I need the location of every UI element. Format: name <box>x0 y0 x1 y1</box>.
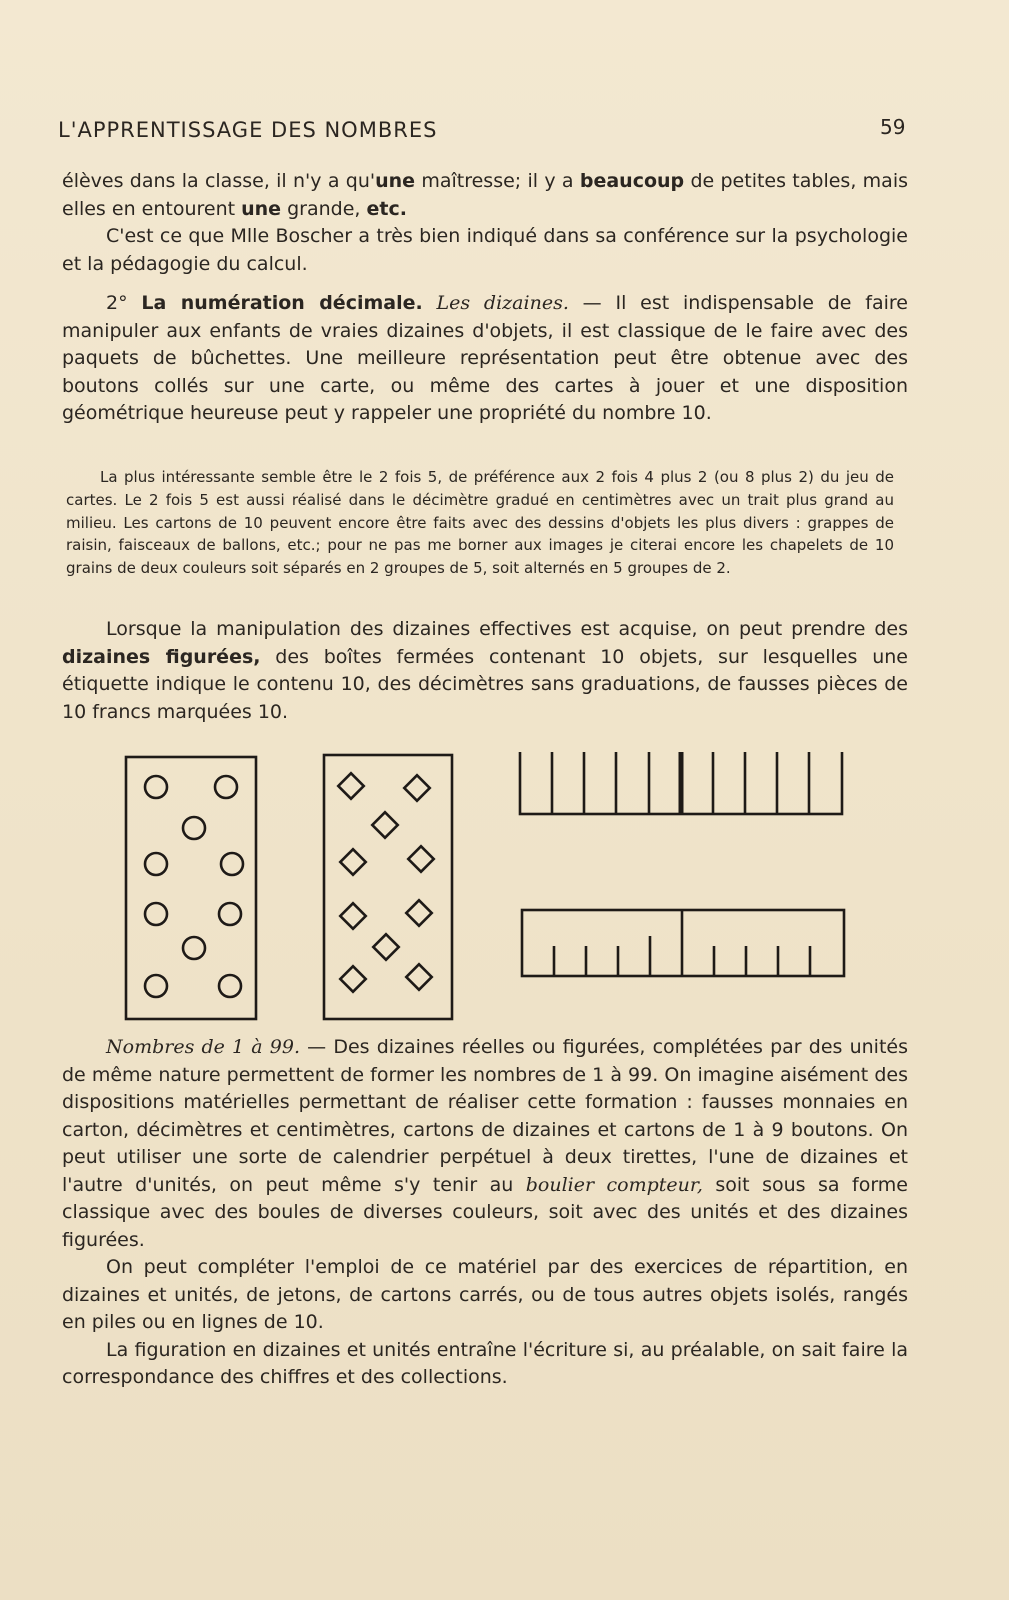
page-number: 59 <box>880 115 906 139</box>
paragraph-1: élèves dans la classe, il n'y a qu'une maîtresse; il y a beaucoup de petites tables, mais elles en entourent une grande, etc. C'est ce que Mlle Boscher a très bien indiqué dans sa conférence sur la psychologie et la pédagogie du calcul. <box>62 168 908 278</box>
graduated-ruler <box>522 910 844 976</box>
paragraph-nombres-1-99: Nombres de 1 à 99. — Des dizaines réelles ou figurées, complétées par des unités de même nature permettent de former les nombres de 1 à 99. On imagine aisément des dispositions matérielles permettant de réaliser cette formation : fausses monnaies en carton, décimètres et centimètres, cartons de dizaines et cartons de 1 à 9 boutons. On peut utiliser une sorte de calendrier perpétuel à deux tirettes, l'une de dizaines et l'autre d'unités, on peut même s'y tenir au boulier compteur, soit sous sa forme classique avec des boules de diverses couleurs, soit avec des unités et des dizaines figurées. On peut compléter l'emploi de ce matériel par des exercices de répartition, en dizaines et unités, de jetons, de cartons carrés, ou de tous autres objets isolés, rangés en piles ou en lignes de 10. La figuration en dizaines et unités entraîne l'écriture si, au préalable, on sait faire la correspondance des chiffres et des collections. <box>62 1034 908 1392</box>
paragraph-2: C'est ce que Mlle Boscher a très bien indiqué dans sa conférence sur la psychologie et la pédagogie du calcul. <box>62 225 908 275</box>
paragraph-figuration: La figuration en dizaines et unités entraîne l'écriture si, au préalable, on sait faire la correspondance des chiffres et des collections. <box>62 1338 908 1388</box>
running-title: L'APPRENTISSAGE DES NOMBRES <box>58 118 438 142</box>
card-diamonds <box>324 755 452 1019</box>
paragraph-repartition: On peut compléter l'emploi de ce matériel par des exercices de répartition, en dizaines et unités, de jetons, de cartons carrés, ou de tous autres objets isolés, rangés en piles ou en lignes de 10. <box>62 1256 908 1333</box>
diamond-buttons <box>338 773 433 991</box>
figure-dizaines <box>120 752 860 1031</box>
footnote-paragraph: La plus intéressante semble être le 2 fois 5, de préférence aux 2 fois 4 plus 2 (ou 8 plus 2) du jeu de cartes. Le 2 fois 5 est aussi réalisé dans le décimètre gradué en centimètres avec un trait plus grand au milieu. Les cartons de 10 peuvent encore être faits avec des dessins d'objets les plus divers : grappes de raisin, faisceaux de ballons, etc.; pour ne pas me borner aux images je citerai encore les chapelets de 10 grains de deux couleurs soit séparés en 2 groupes de 5, soit alternés en 5 groupes de 2. <box>66 468 894 578</box>
section-numeration-decimale: 2° La numération décimale. Les dizaines. — Il est indispensable de faire manipuler aux enfants de vraies dizaines d'objets, il est classique de le faire avec des paquets de bûchettes. Une meilleure représentation peut être obtenue avec des boutons collés sur une carte, ou même des cartes à jouer et une disposition géométrique heureuse peut y rappeler une propriété du nombre 10. <box>62 292 908 424</box>
dizaines-illustration <box>120 752 860 1027</box>
decimetre-cells <box>520 752 842 814</box>
circle-buttons <box>145 776 243 997</box>
paragraph-dizaines-figurees: Lorsque la manipulation des dizaines effectives est acquise, on peut prendre des dizaines figurées, des boîtes fermées contenant 10 objets, sur lesquelles une étiquette indique le contenu 10, des décimètres sans graduations, de fausses pièces de 10 francs marquées 10. <box>62 618 908 723</box>
